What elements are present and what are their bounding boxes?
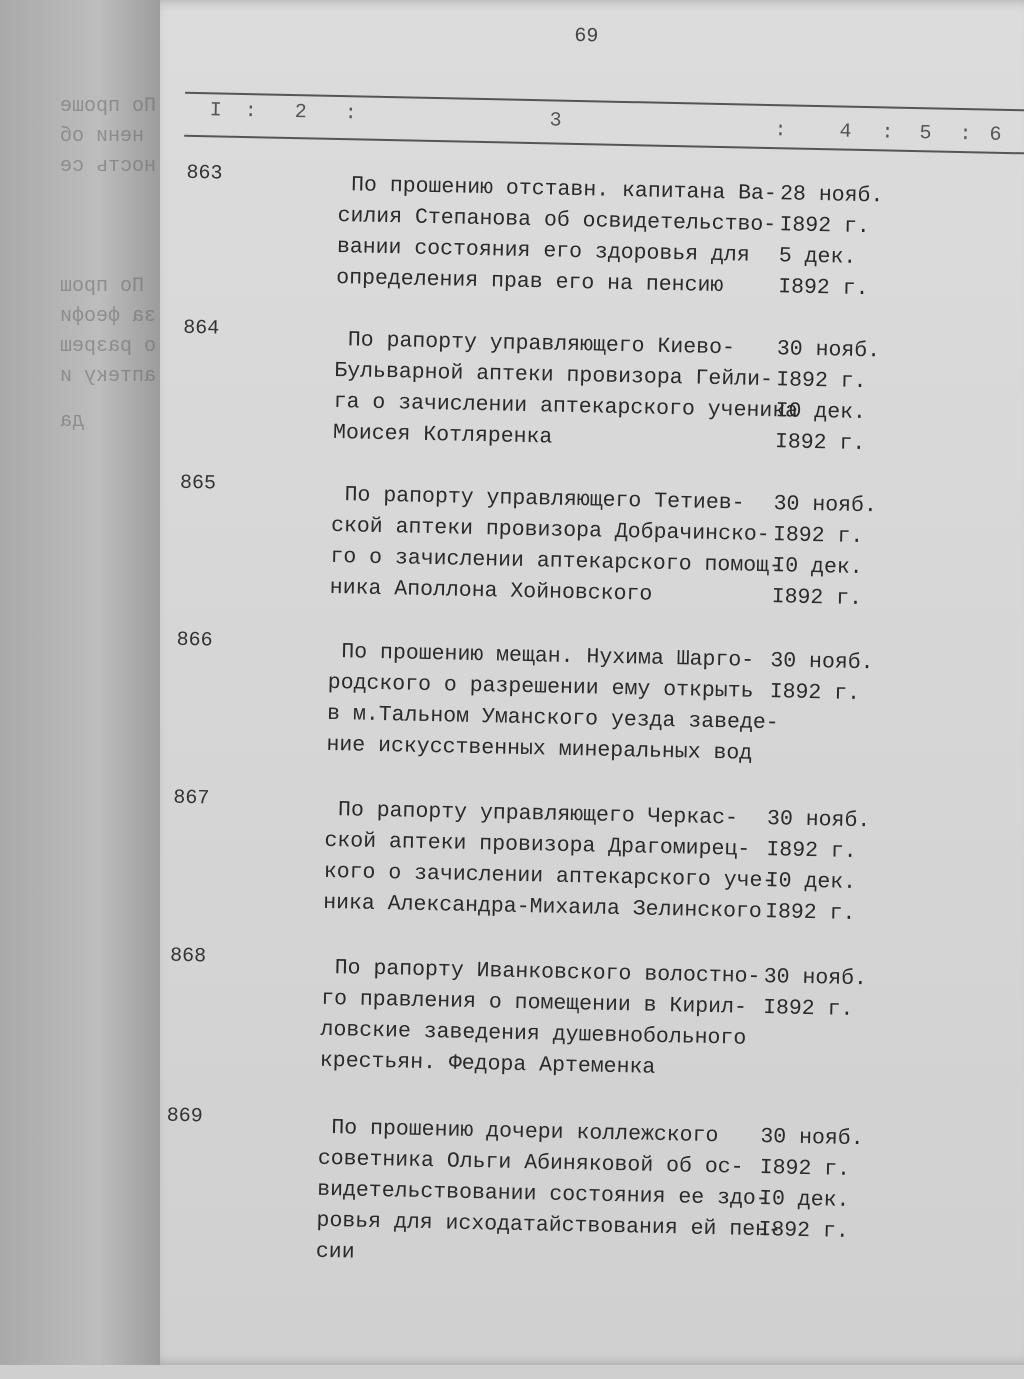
entry-date: 30 нояб. <box>760 1125 864 1152</box>
entry-text: советника Ольги Абиняковой об ос- <box>317 1146 744 1180</box>
entry-date: 30 нояб. <box>770 649 874 676</box>
entry-text: родского о разрешении ему открыть <box>327 670 754 704</box>
entry-text: ние искусственных минеральных вод <box>326 732 753 766</box>
entry-text: По рапорту управляющего Киево- <box>334 327 736 361</box>
entry-date: I892 г. <box>779 213 871 240</box>
entry-date: I892 г. <box>764 900 856 926</box>
entry-number: 869 <box>166 1104 203 1129</box>
column-header-4: 4 <box>839 120 852 144</box>
column-header-6: 6 <box>989 123 1002 147</box>
entry-date: 5 дек. <box>778 244 857 270</box>
entry-text: По прошению мещан. Нухима Шарго- <box>328 639 755 673</box>
entry-date: 28 нояб. <box>779 182 884 209</box>
entry-date: I892 г. <box>777 275 869 302</box>
entry-date: 30 нояб. <box>763 965 868 992</box>
column-separator: : <box>244 100 257 124</box>
register-entry <box>149 628 1009 766</box>
entry-text: Моисея Котляренка <box>332 420 553 450</box>
entry-date: 30 нояб. <box>776 337 881 364</box>
entry-date: I0 дек. <box>758 1187 850 1213</box>
entry-text: По прошению отставн. капитана Ва- <box>337 172 778 207</box>
entry-number: 863 <box>186 161 223 186</box>
entry-text: По рапорту управляющего Черкас- <box>324 797 739 831</box>
column-separator: : <box>774 119 787 143</box>
entry-text: в м.Тальном Уманского уезда заведе- <box>326 701 779 736</box>
entry-date: I892 г. <box>766 838 857 864</box>
register-entry <box>142 944 1002 1080</box>
entry-text: ровья для исходатайствования ей пен- <box>316 1208 782 1243</box>
entry-text: По рапорту Иванковского волостно- <box>321 955 761 989</box>
register-entry <box>146 786 1006 926</box>
entry-text: кого о зачислении аптекарского уче- <box>323 859 776 894</box>
entry-text: га о зачислении аптекарского ученика <box>333 389 799 424</box>
entry-number: 866 <box>176 628 213 653</box>
column-separator: : <box>344 102 357 126</box>
entry-number: 865 <box>179 471 217 496</box>
column-header-1: I <box>209 99 222 123</box>
register-entry <box>139 1104 999 1265</box>
entry-date: I0 дек. <box>775 399 867 426</box>
register-entry <box>152 471 1012 612</box>
entry-text: ской аптеки провизора Драгомирец- <box>324 828 751 862</box>
column-separator: : <box>959 122 972 147</box>
entry-date: I892 г. <box>771 585 863 612</box>
column-header-2: 2 <box>294 101 307 125</box>
entry-number: 864 <box>182 316 220 341</box>
entry-text: ской аптеки провизора Добрачинско- <box>330 513 770 548</box>
entry-date: 30 нояб. <box>773 492 878 519</box>
bleed-through-text: По прош <box>60 275 145 298</box>
entry-text: силия Степанова об освидетельство- <box>337 203 777 238</box>
entry-text: определения прав его на пенсию <box>336 265 724 299</box>
entry-text: Бульварной аптеки провизора Гейли- <box>334 358 774 393</box>
bleed-through-text: нени об <box>60 125 145 148</box>
bleed-through-text: за феофи <box>60 305 157 328</box>
entry-date: I0 дек. <box>765 869 857 895</box>
entry-date: 30 нояб. <box>766 807 871 834</box>
column-separator: : <box>881 121 894 145</box>
entry-text: крестьян. Федора Артеменка <box>319 1048 656 1080</box>
entry-date: I892 г. <box>774 430 866 457</box>
entry-text: вании состояния его здоровья для <box>336 234 750 268</box>
entry-date: I892 г. <box>772 523 864 550</box>
page-number: 69 <box>574 24 599 49</box>
entry-date: I892 г. <box>759 1156 851 1182</box>
bleed-through-text: да <box>60 410 85 433</box>
register-entry <box>155 316 1015 457</box>
entry-text: го правления о помещении в Кирил- <box>320 986 748 1020</box>
entry-text: сии <box>315 1239 355 1265</box>
entry-date: I892 г. <box>769 680 861 707</box>
entry-text: По прошению дочери коллежского <box>318 1115 719 1149</box>
entry-date: I892 г. <box>775 368 867 395</box>
bleed-through-text: аптеку и <box>60 365 157 388</box>
entries-list <box>162 0 1024 1265</box>
entry-date: I0 дек. <box>772 554 863 581</box>
register-entry <box>159 161 1019 302</box>
header-rule-bottom <box>184 135 1024 155</box>
entry-text: ника Александра-Михаила Зелинского <box>322 890 763 925</box>
entry-text: ловские заведения душевнобольного <box>320 1017 747 1051</box>
bleed-through-text: По проше <box>60 95 157 118</box>
entry-date: I892 г. <box>758 1218 849 1244</box>
header-rule-top <box>185 92 1024 112</box>
bleed-through-text: ность се <box>60 155 157 178</box>
entry-number: 867 <box>173 786 210 811</box>
entry-text: видетельствовании состояния ее здо- <box>316 1177 769 1212</box>
entry-number: 868 <box>169 944 207 969</box>
column-header-5: 5 <box>919 122 932 146</box>
entry-text: По рапорту управляющего Тетиев- <box>331 482 745 516</box>
bleed-through-text: о разреш <box>60 335 157 358</box>
document-page <box>160 0 1024 1365</box>
entry-text: ника Аполлона Хойновского <box>329 575 653 607</box>
column-header-3: 3 <box>549 109 562 133</box>
entry-text: го о зачислении аптекарского помощ- <box>330 544 783 579</box>
entry-date: I892 г. <box>762 996 854 1022</box>
